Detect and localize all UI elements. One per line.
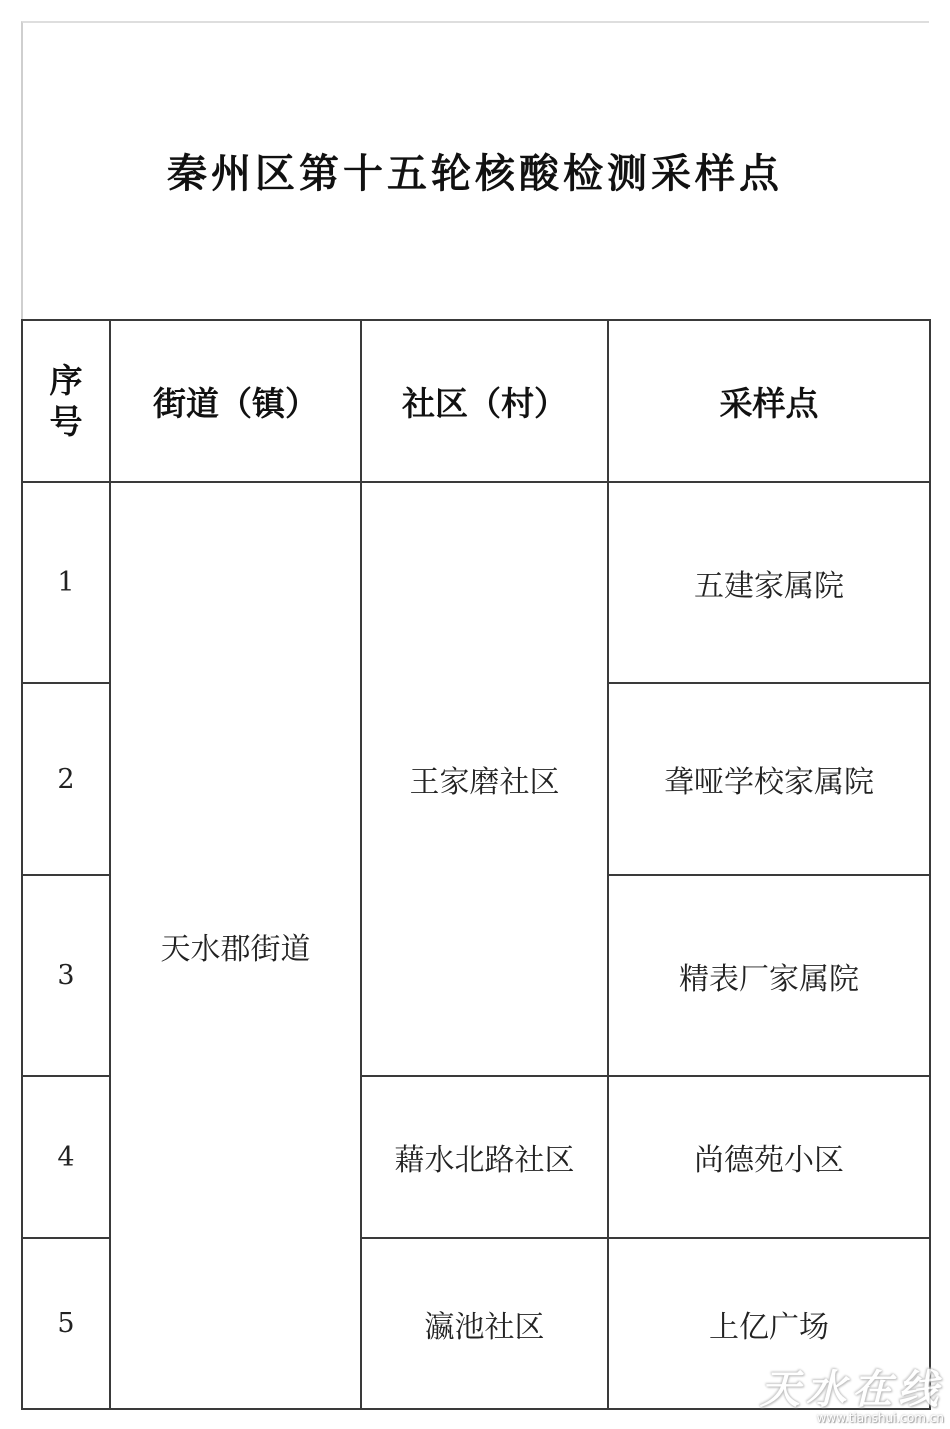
table-row: [22, 482, 930, 683]
table-header-row: [22, 320, 930, 482]
header-number: [22, 320, 110, 482]
watermark-url: www.tianshui.com.cn: [816, 1411, 944, 1425]
community-cell: 王家磨社区: [361, 482, 608, 1076]
site-cell: 上亿广场: [608, 1238, 930, 1409]
row-number: 3: [22, 875, 110, 1076]
site-cell: 尚德苑小区: [608, 1076, 930, 1238]
site-cell: 精表厂家属院: [608, 875, 930, 1076]
site-cell: 五建家属院: [608, 482, 930, 683]
community-cell: 瀛池社区: [361, 1238, 608, 1409]
row-number: 4: [22, 1076, 110, 1238]
site-watermark: [760, 1358, 944, 1425]
sampling-sites-table: [21, 319, 931, 1410]
community-cell: 藉水北路社区: [361, 1076, 608, 1238]
street-cell: 天水郡街道: [110, 482, 361, 1409]
row-number: 5: [22, 1238, 110, 1409]
page-title: 秦州区第十五轮核酸检测采样点: [167, 150, 783, 197]
header-site: 采样点: [608, 320, 930, 482]
header-number-line2: 号: [49, 402, 83, 441]
header-number-line1: 序: [49, 360, 83, 400]
header-community: 社区（村）: [361, 320, 608, 482]
row-number: 1: [22, 482, 110, 683]
site-cell: 聋哑学校家属院: [608, 683, 930, 875]
header-street: 街道（镇）: [110, 320, 361, 482]
row-number: 2: [22, 683, 110, 875]
watermark-logo-text: 天水在线: [760, 1367, 944, 1413]
